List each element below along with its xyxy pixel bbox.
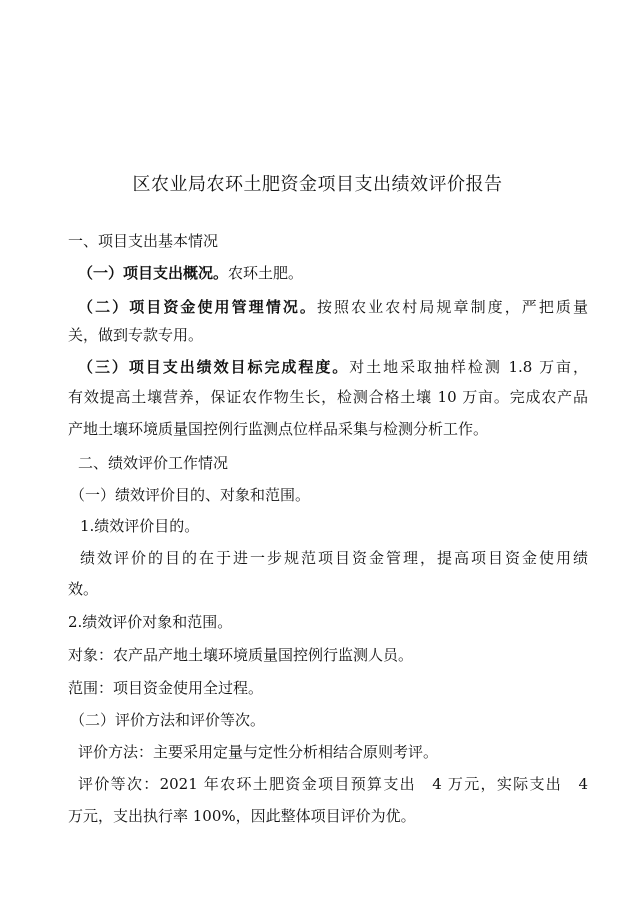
section-2-scope: 范围：项目资金使用全过程。	[68, 679, 264, 697]
paragraph-1	[78, 262, 598, 284]
paragraph-3-text-1: 对土地采取抽样检测 1.8 万亩，	[349, 358, 588, 376]
section-2-method: 评价方法：主要采用定量与定性分析相结合原则考评。	[78, 743, 439, 761]
document-title: 区农业局农环土肥资金项目支出绩效评价报告	[132, 174, 503, 195]
paragraph-2-heading: （二）项目资金使用管理情况。	[78, 298, 317, 316]
paragraph-2-line-1	[78, 296, 588, 318]
section-2-grade-line-2: 万元，支出执行率 100%，因此整体项目评价为优。	[68, 807, 416, 825]
section-2-item-1-text-2: 效。	[68, 580, 99, 598]
paragraph-3-line-2: 有效提高土壤营养，保证农作物生长，检测合格土壤 10 万亩。完成农产品	[68, 388, 588, 406]
paragraph-2-line-2: 关，做到专款专用。	[68, 326, 204, 344]
section-2-item-2: 2.绩效评价对象和范围。	[68, 613, 233, 631]
section-1-heading: 一、项目支出基本情况	[68, 232, 219, 250]
section-2-heading: 二、绩效评价工作情况	[78, 454, 229, 472]
section-2-item-1-text-1: 绩效评价的目的在于进一步规范项目资金管理，提高项目资金使用绩	[80, 549, 588, 567]
section-2-item-1: 1.绩效评价目的。	[80, 517, 200, 535]
paragraph-3-line-3: 产地土壤环境质量国控例行监测点位样品采集与检测分析工作。	[68, 420, 489, 438]
section-2-grade-line-1: 评价等次：2021 年农环土肥资金项目预算支出 4 万元，实际支出 4	[78, 775, 588, 793]
paragraph-2-text-1: 按照农业农村局规章制度，严把质量	[316, 298, 588, 316]
paragraph-3-heading: （三）项目支出绩效目标完成程度。	[78, 358, 350, 376]
paragraph-3-line-1	[78, 356, 588, 378]
paragraph-1-heading: （一）项目支出概况。	[78, 264, 229, 282]
section-2-object: 对象：农产品产地土壤环境质量国控例行监测人员。	[68, 646, 414, 664]
section-2-sub-2: （二）评价方法和评价等次。	[70, 711, 266, 729]
section-2-sub-1: （一）绩效评价目的、对象和范围。	[70, 486, 311, 504]
paragraph-1-text: 农环土肥。	[228, 264, 304, 282]
